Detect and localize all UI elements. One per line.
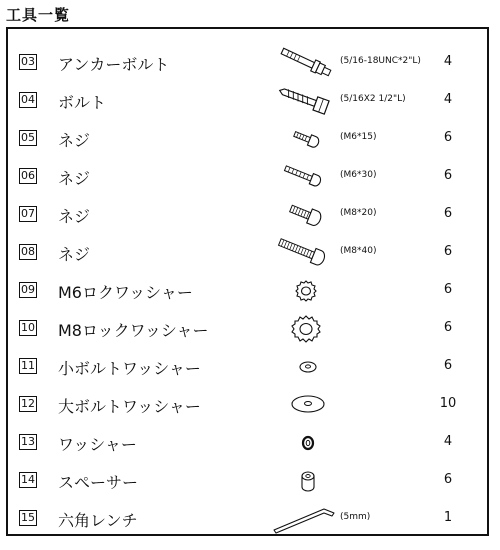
lock-washer-large-icon bbox=[266, 309, 346, 347]
list-item bbox=[8, 157, 487, 195]
item-spec: (M8*20) bbox=[340, 208, 377, 218]
item-number: 10 bbox=[21, 321, 35, 334]
item-name: ボルト bbox=[58, 93, 107, 112]
parts-list bbox=[6, 27, 489, 536]
item-number: 06 bbox=[21, 169, 35, 182]
item-quantity: 6 bbox=[443, 282, 453, 297]
item-quantity: 6 bbox=[443, 244, 453, 259]
list-item bbox=[8, 81, 487, 119]
list-item bbox=[8, 385, 487, 423]
item-quantity: 6 bbox=[443, 206, 453, 221]
item-name: ネジ bbox=[58, 207, 91, 226]
item-spec: (5/16-18UNC*2"L) bbox=[340, 56, 421, 66]
list-item bbox=[8, 233, 487, 271]
item-name: ネジ bbox=[58, 245, 91, 264]
screw-thick-icon bbox=[266, 195, 346, 233]
list-item bbox=[8, 499, 487, 537]
item-quantity: 6 bbox=[443, 358, 453, 373]
item-name: スペーサー bbox=[58, 473, 139, 492]
item-quantity: 4 bbox=[443, 54, 453, 69]
list-item bbox=[8, 195, 487, 233]
item-name: M8ロックワッシャー bbox=[58, 321, 209, 340]
screw-long-icon bbox=[266, 233, 346, 271]
page-title: 工具一覧 bbox=[6, 6, 71, 24]
item-name: 大ボルトワッシャー bbox=[58, 397, 201, 416]
item-number: 07 bbox=[21, 207, 35, 220]
anchor-bolt-icon bbox=[266, 43, 346, 81]
list-item bbox=[8, 309, 487, 347]
item-name: ワッシャー bbox=[58, 435, 137, 454]
item-number: 13 bbox=[21, 435, 35, 448]
list-item bbox=[8, 271, 487, 309]
item-spec: (5/16X2 1/2"L) bbox=[340, 94, 406, 104]
item-quantity: 6 bbox=[443, 168, 453, 183]
item-number: 15 bbox=[21, 511, 35, 524]
lag-bolt-icon bbox=[266, 81, 346, 119]
item-name: M6ロクワッシャー bbox=[58, 283, 193, 302]
item-number: 08 bbox=[21, 245, 35, 258]
hex-wrench-icon bbox=[266, 499, 346, 537]
list-item bbox=[8, 119, 487, 157]
lock-washer-small-icon bbox=[266, 271, 346, 309]
item-number: 03 bbox=[21, 55, 35, 68]
item-spec: (M8*40) bbox=[340, 246, 377, 256]
item-name: 六角レンチ bbox=[58, 511, 138, 530]
screw-short-icon bbox=[266, 119, 346, 157]
item-name: アンカーボルト bbox=[58, 55, 170, 74]
item-spec: (M6*30) bbox=[340, 170, 377, 180]
item-number: 11 bbox=[21, 359, 35, 372]
item-number: 12 bbox=[21, 397, 35, 410]
list-item bbox=[8, 423, 487, 461]
list-item bbox=[8, 347, 487, 385]
item-spec: (M6*15) bbox=[340, 132, 377, 142]
item-quantity: 4 bbox=[443, 92, 453, 107]
item-quantity: 6 bbox=[443, 320, 453, 335]
item-name: ネジ bbox=[58, 169, 91, 188]
split-washer-icon bbox=[266, 423, 346, 461]
item-spec: (5mm) bbox=[340, 512, 371, 522]
item-name: 小ボルトワッシャー bbox=[58, 359, 201, 378]
item-quantity: 4 bbox=[443, 434, 453, 449]
item-name: ネジ bbox=[58, 131, 91, 150]
small-washer-icon bbox=[266, 347, 346, 385]
item-number: 09 bbox=[21, 283, 35, 296]
list-item bbox=[8, 461, 487, 499]
item-quantity: 6 bbox=[443, 130, 453, 145]
large-washer-icon bbox=[266, 385, 346, 423]
item-quantity: 10 bbox=[439, 396, 457, 411]
spacer-icon bbox=[266, 461, 346, 499]
item-number: 14 bbox=[21, 473, 35, 486]
item-quantity: 1 bbox=[443, 510, 453, 525]
item-number: 05 bbox=[21, 131, 35, 144]
list-item bbox=[8, 43, 487, 81]
item-number: 04 bbox=[21, 93, 35, 106]
screw-medium-icon bbox=[266, 157, 346, 195]
item-quantity: 6 bbox=[443, 472, 453, 487]
